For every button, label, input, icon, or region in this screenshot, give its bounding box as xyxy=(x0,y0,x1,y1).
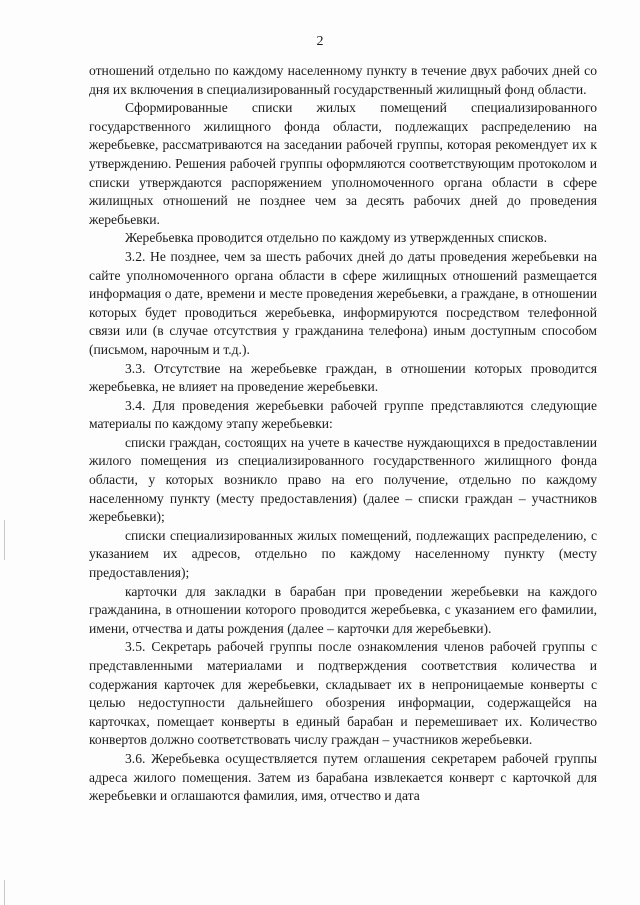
scan-edge-mark xyxy=(4,880,5,905)
paragraph-3-2: 3.2. Не позднее, чем за шесть рабочих дней до даты проведения жеребьевки на сайте уполномоченного органа области в сфере жилищных отношений размещается информация о дате, времени и месте проведения жеребьевки, а граждане, в отношении которых будет проводиться жеребьевка, информируются посредством телефонной связи или (в случае отсутствия у гражданина телефона) иным доступным способом (письмом, нарочным и т.д.). xyxy=(89,248,597,357)
paragraph-3-4: 3.4. Для проведения жеребьевки рабочей группе представляются следующие материалы по каждому этапу жеребьевки: xyxy=(89,397,597,432)
page-number: 2 xyxy=(316,34,324,49)
list-item-citizens-lists: списки граждан, состоящих на учете в качестве нуждающихся в предоставлении жилого помещения из специализированного государственного жилищного фонда области, у которых возникло право на его получение, отдельно по каждому населенному пункту (месту предоставления) (далее – списки граждан – участников жеребьевки); xyxy=(89,434,597,525)
scan-edge-mark xyxy=(4,520,5,560)
list-item-lottery-cards: карточки для закладки в барабан при проведении жеребьевки на каждого гражданина, в отношении которого проводится жеребьевка, с указанием его фамилии, имени, отчества и даты рождения (далее – карточки для жеребьевки). xyxy=(89,583,597,636)
paragraph-3-6: 3.6. Жеребьевка осуществляется путем оглашения секретарем рабочей группы адреса жилого помещения. Затем из барабана извлекается конверт с карточкой для жеребьевки и оглашаются фамилия, имя, отчество и дата xyxy=(89,750,597,804)
paragraph-3-3: 3.3. Отсутствие на жеребьевке граждан, в отношении которых проводится жеребьевка, не влияет на проведение жеребьевки. xyxy=(89,360,597,395)
paragraph-lists-approval: Сформированные списки жилых помещений специализированного государственного жилищного фонда области, подлежащих распределению на жеребьевке, рассматриваются на заседании рабочей группы, которая рекомендует их к утверждению. Решения рабочей группы оформляются соответствующим протоколом и списки утверждаются распоряжением уполномоченного органа области в сфере жилищных отношений не позднее чем за десять рабочих дней до проведения жеребьевки. xyxy=(89,100,597,227)
document-body xyxy=(89,62,597,806)
list-item-premises-lists: списки специализированных жилых помещений, подлежащих распределению, с указанием их адресов, отдельно по каждому населенному пункту (месту предоставления); xyxy=(89,527,597,581)
paragraph-3-5: 3.5. Секретарь рабочей группы после ознакомления членов рабочей группы с представленными материалами и подтверждения соответствия количества и содержания карточек для жеребьевки, складывает их в непроницаемые конверты с целью недоступности дальнейшего обозрения информации, содержащейся на карточках, помещает конверты в единый барабан и перемешивает их. Количество конвертов должно соответствовать числу граждан – участников жеребьевки. xyxy=(89,639,597,748)
paragraph-lottery-per-list: Жеребьевка проводится отдельно по каждому из утвержденных списков. xyxy=(125,230,547,246)
paragraph-continuation: отношений отдельно по каждому населенному пункту в течение двух рабочих дней со дня их включения в специализированный государственный жилищный фонд области. xyxy=(89,63,597,97)
